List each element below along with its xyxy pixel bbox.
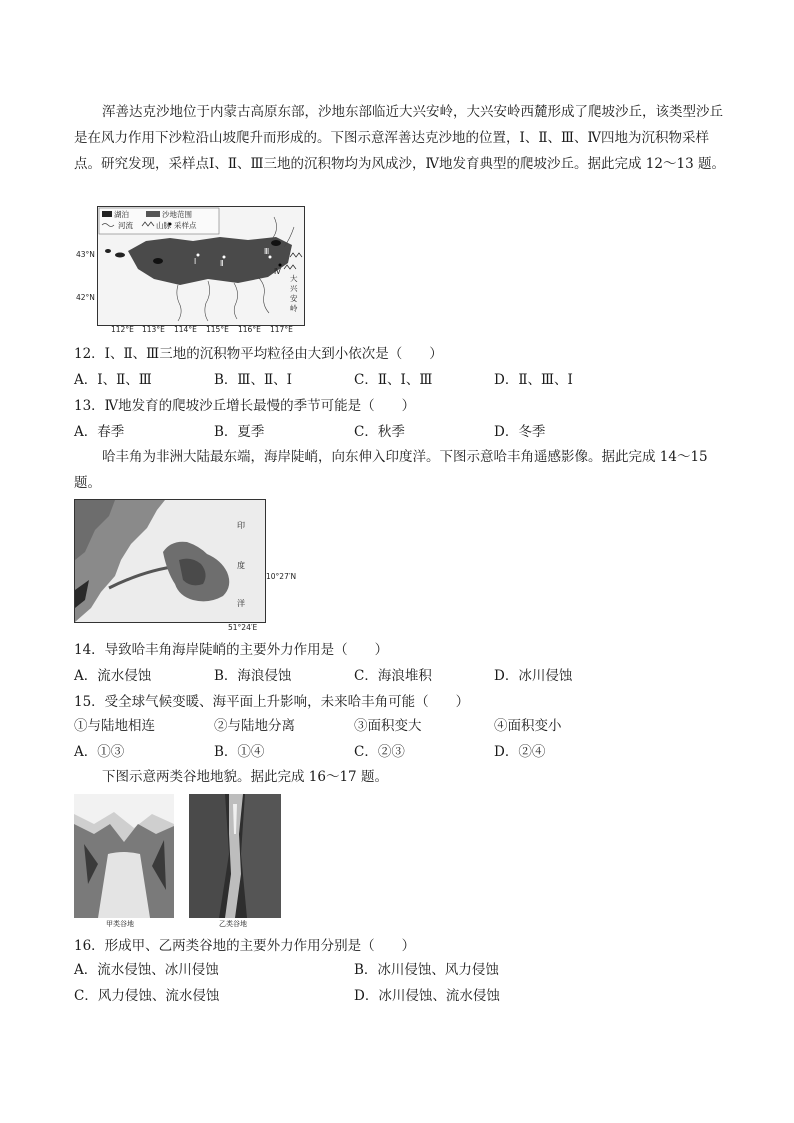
valley-photo-a: [74, 794, 174, 918]
question-13-options: [74, 420, 734, 444]
q13-option-b[interactable]: B．夏季: [214, 424, 265, 440]
sea-label-char: 洋: [237, 599, 245, 608]
question-14-stem: 14．导致哈丰角海岸陡峭的主要外力作用是（ ）: [74, 642, 389, 658]
q16-option-d[interactable]: D．冰川侵蚀、流水侵蚀: [354, 988, 500, 1004]
sand-legend-swatch: [146, 211, 160, 217]
sample-label-3: Ⅲ: [264, 247, 270, 256]
q12-option-a[interactable]: A．Ⅰ、Ⅱ、Ⅲ: [74, 372, 152, 388]
q15-choice-1: ①与陆地相连: [74, 718, 155, 734]
sample-label-1: Ⅰ: [194, 257, 197, 266]
lake: [271, 240, 281, 246]
q15-option-a[interactable]: A．①③: [74, 744, 125, 760]
question-16-options-row1: [74, 958, 734, 982]
question-15-options: [74, 740, 734, 764]
lake: [105, 249, 111, 253]
sea-label-char: 印: [237, 521, 245, 530]
q15-choice-4: ④面积变小: [494, 718, 562, 734]
intro-paragraph-12-13: 浑善达克沙地位于内蒙古高原东部，沙地东部临近大兴安岭，大兴安岭西麓形成了爬坡沙丘，该类型沙丘是在风力作用下沙粒沿山坡爬升而形成的。下图示意浑善达克沙地的位置，Ⅰ、Ⅱ、Ⅲ、Ⅳ四地为沉积物采样点。研究发现，采样点Ⅰ、Ⅱ、Ⅲ三地的沉积物均为风成沙，Ⅳ地发育典型的爬坡沙丘。据此完成 12～13 题。: [74, 104, 725, 172]
river-valley-drawing: [189, 794, 281, 918]
q15-option-c[interactable]: C．②③: [354, 744, 405, 760]
legend-sand-label: 沙地范围: [162, 210, 192, 219]
valley-photo-b: [189, 794, 281, 918]
q14-option-b[interactable]: B．海浪侵蚀: [214, 668, 292, 684]
legend-mountain-label: 山脉: [156, 221, 171, 230]
mountain-name-char: 安: [290, 294, 298, 303]
intro-paragraph-16-17: 下图示意两类谷地地貌。据此完成 16～17 题。: [102, 769, 388, 785]
question-14-options: [74, 664, 734, 688]
q14-option-c[interactable]: C．海浪堆积: [354, 668, 432, 684]
lon-label-116: 116°E: [238, 325, 261, 334]
q15-choice-2: ②与陆地分离: [214, 718, 295, 734]
question-12-options: [74, 368, 734, 392]
q12-option-d[interactable]: D．Ⅱ、Ⅲ、Ⅰ: [494, 372, 573, 388]
q14-option-d[interactable]: D．冰川侵蚀: [494, 668, 573, 684]
q15-option-b[interactable]: B．①④: [214, 744, 265, 760]
question-15-choices: [74, 714, 734, 738]
sea-label-char: 度: [237, 561, 245, 570]
q13-option-a[interactable]: A．春季: [74, 424, 125, 440]
lake: [153, 258, 163, 264]
legend-river-label: 河流: [118, 221, 133, 230]
q15-option-d[interactable]: D．②④: [494, 744, 546, 760]
right-cliff: [241, 794, 281, 918]
q13-option-c[interactable]: C．秋季: [354, 424, 405, 440]
legend-sample-label: 采样点: [174, 221, 197, 230]
photo-caption-b: 乙类谷地: [219, 920, 247, 928]
lon-label-113: 113°E: [142, 325, 165, 334]
lon-label-112: 112°E: [111, 325, 134, 334]
lat-label-43: 43°N: [76, 250, 95, 259]
q13-option-d[interactable]: D．冬季: [494, 424, 546, 440]
q15-choice-3: ③面积变大: [354, 718, 422, 734]
question-12-stem: 12．Ⅰ、Ⅱ、Ⅲ三地的沉积物平均粒径由大到小依次是（ ）: [74, 346, 443, 362]
sample-point: [197, 254, 200, 257]
q12-option-b[interactable]: B．Ⅲ、Ⅱ、Ⅰ: [214, 372, 292, 388]
lon-label-114: 114°E: [174, 325, 197, 334]
mountain-name-char: 兴: [290, 284, 298, 293]
q16-option-b[interactable]: B．冰川侵蚀、风力侵蚀: [354, 962, 499, 978]
hafun-remote-sensing-image: [74, 499, 266, 623]
q16-option-a[interactable]: A．流水侵蚀、冰川侵蚀: [74, 962, 219, 978]
q16-option-c[interactable]: C．风力侵蚀、流水侵蚀: [74, 988, 220, 1004]
q14-option-a[interactable]: A．流水侵蚀: [74, 668, 152, 684]
question-16-options-row2: [74, 984, 734, 1008]
question-13-stem: 13．Ⅳ地发育的爬坡沙丘增长最慢的季节可能是（ ）: [74, 398, 416, 414]
lake: [115, 253, 125, 258]
q12-option-c[interactable]: C．Ⅱ、Ⅰ、Ⅲ: [354, 372, 433, 388]
sandy-land-map: [97, 206, 305, 326]
legend-lake-label: 湖泊: [114, 210, 129, 219]
lon-label-117: 117°E: [270, 325, 293, 334]
question-15-stem: 15．受全球气候变暖、海平面上升影响，未来哈丰角可能（ ）: [74, 694, 470, 710]
lake-legend-swatch: [102, 211, 112, 217]
glacial-valley-drawing: [74, 794, 174, 918]
lon-label-115: 115°E: [206, 325, 229, 334]
map2-lat-label: 10°27′N: [266, 572, 297, 581]
mountain-name-char: 大: [290, 274, 298, 283]
map2-lon-label: 51°24′E: [228, 623, 258, 632]
sample-label-4: Ⅳ: [274, 267, 281, 276]
lat-label-42: 42°N: [76, 293, 95, 302]
sample-label-2: Ⅱ: [220, 259, 224, 268]
intro-paragraph-14-15: 哈丰角为非洲大陆最东端，海岸陡峭，向东伸入印度洋。下图示意哈丰角遥感影像。据此完成 14～15 题。: [74, 449, 708, 491]
photo-caption-a: 甲类谷地: [106, 920, 134, 928]
mountain-name-char: 岭: [290, 304, 298, 313]
question-16-stem: 16．形成甲、乙两类谷地的主要外力作用分别是（ ）: [74, 938, 416, 954]
